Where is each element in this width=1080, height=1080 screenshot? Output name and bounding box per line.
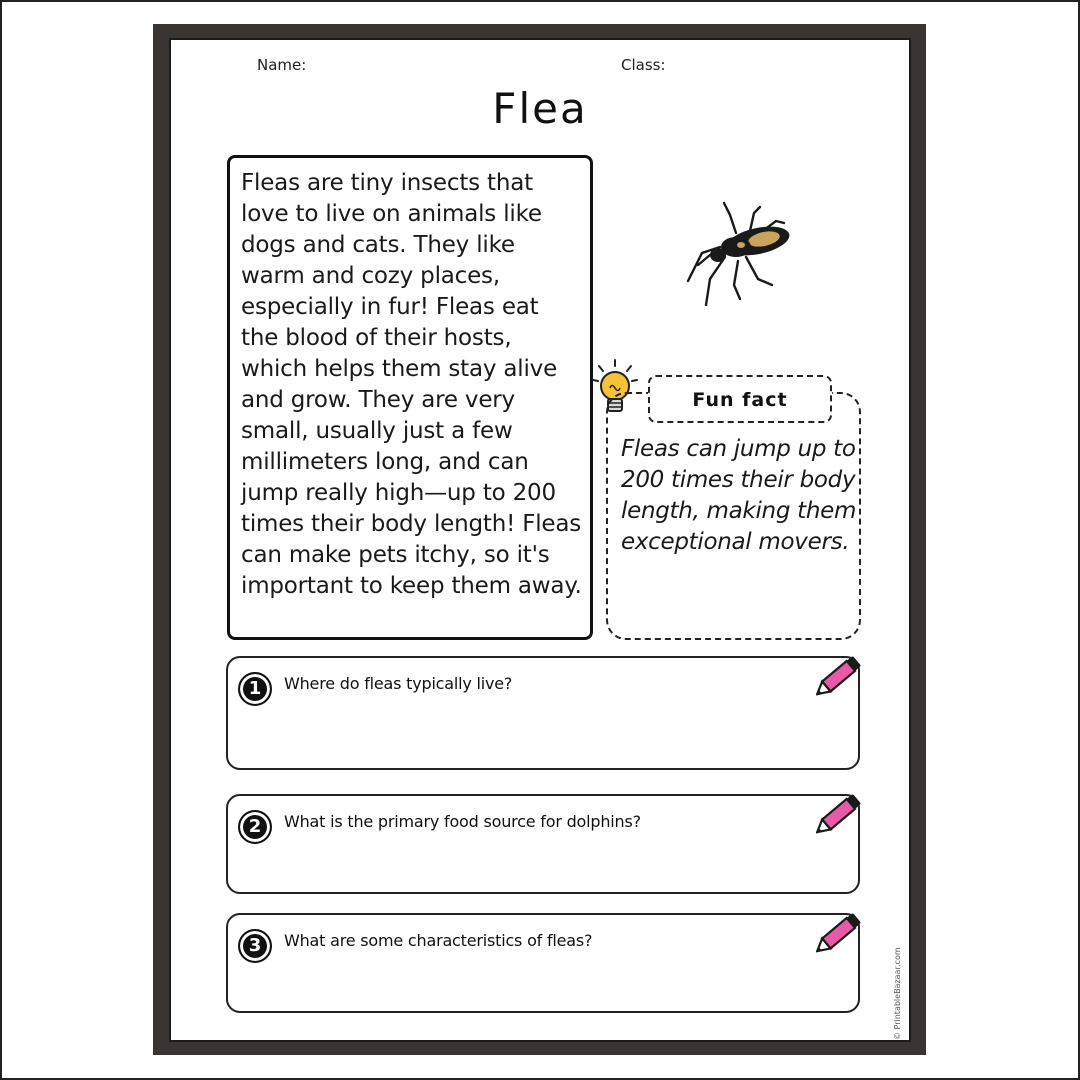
question-box-1[interactable] [226, 656, 860, 770]
flea-illustration-icon [680, 195, 800, 315]
fun-fact-text: Fleas can jump up to 200 times their body length, making them exceptional movers. [621, 436, 857, 555]
question-box-2[interactable] [226, 794, 860, 894]
question-text: What are some characteristics of fleas? [284, 931, 593, 950]
question-box-3[interactable] [226, 913, 860, 1013]
class-label: Class: [621, 56, 666, 74]
question-text: Where do fleas typically live? [284, 674, 513, 693]
fun-fact-label: Fun fact [648, 375, 832, 423]
reading-passage: Fleas are tiny insects that love to live on animals like dogs and cats. They like warm and cozy places, especially in fur! Fleas eat the blood of their hosts, which helps them stay alive and grow. They are very small, usually just a few millimeters long, and can jump really high—up to 200 times their body length! Fleas can make pets itchy, so it's important to keep them away. [241, 170, 582, 599]
reading-passage-box [227, 155, 593, 640]
page-title: Flea [492, 84, 588, 133]
watermark: © PrintableBazaar.com [893, 947, 902, 1040]
name-label: Name: [257, 56, 307, 74]
pencil-icon [816, 905, 868, 957]
pencil-icon [816, 786, 868, 838]
pencil-icon [816, 648, 868, 700]
question-text: What is the primary food source for dolphins? [284, 812, 641, 831]
question-number-badge: 2 [238, 810, 272, 844]
question-number-badge: 3 [238, 929, 272, 963]
question-number-badge: 1 [238, 672, 272, 706]
